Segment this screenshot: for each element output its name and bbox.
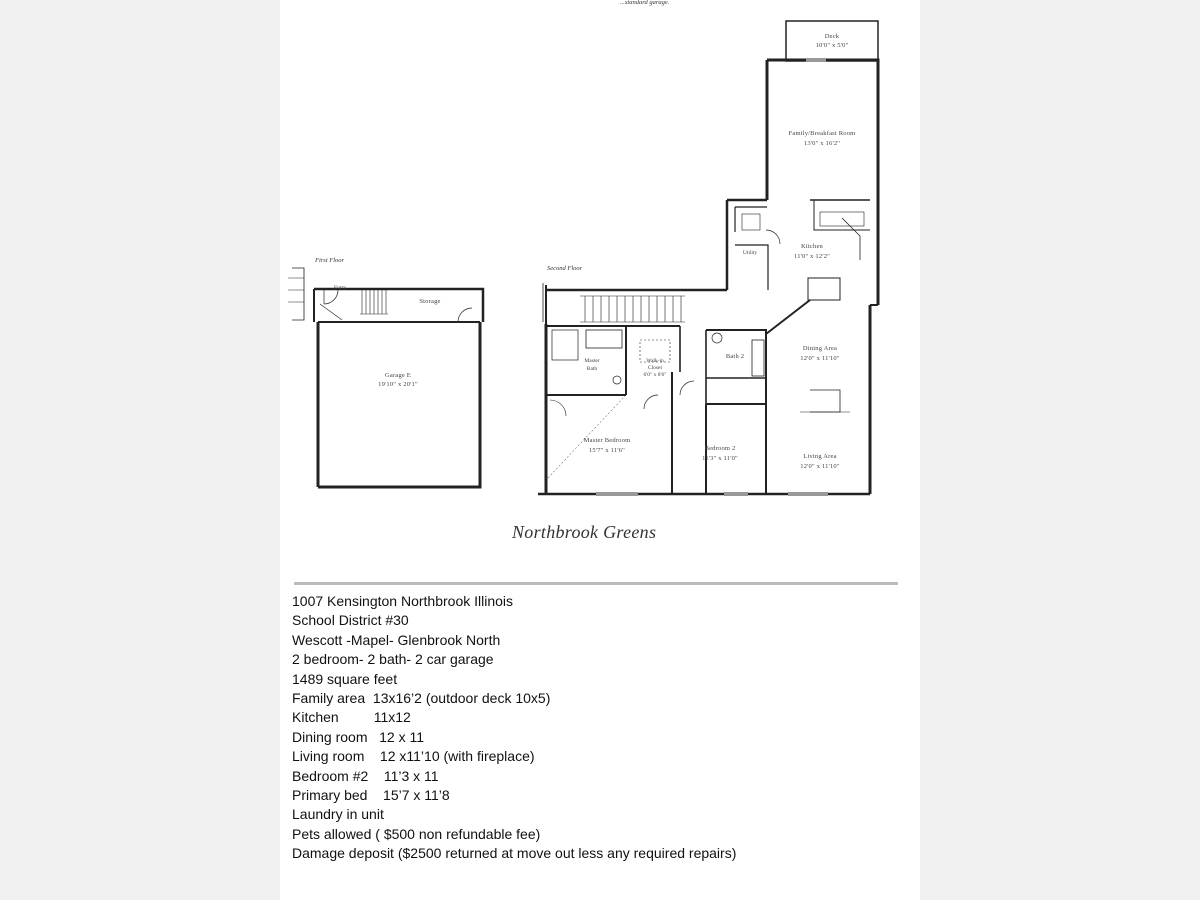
detail-line: Living room 12 x11’10 (with fireplace)	[292, 748, 535, 765]
detail-line: Primary bed 15’7 x 11’8	[292, 787, 450, 804]
closet-label-2: Closet	[647, 365, 663, 371]
detail-line: 2 bedroom- 2 bath- 2 car garage	[292, 651, 494, 668]
detail-line: Dining room 12 x 11	[292, 728, 425, 745]
listing-details	[292, 592, 736, 864]
detail-line: Family area 13x16’2 (outdoor deck 10x5)	[292, 690, 551, 707]
detail-line: 1489 square feet	[292, 670, 398, 687]
detail-line: 1007 Kensington Northbrook Illinois	[292, 593, 514, 609]
kitchen-dims: 11'0" x 12'2"	[793, 253, 831, 260]
deck-label: Deck	[824, 33, 840, 40]
closet-dims: 6'0" x 8'6"	[643, 372, 667, 378]
bedroom2-label: Bedroom 2	[704, 445, 736, 452]
entry-label: Entry	[333, 285, 347, 291]
utility-label: Utility	[742, 250, 758, 256]
detail-line: Kitchen 11x12	[292, 709, 411, 726]
listing-sheet	[280, 0, 920, 900]
family-label: Family/Breakfast Room	[788, 130, 856, 137]
brand-logo: Northbrook Greens	[512, 522, 657, 542]
master-bed-dims: 15'7" x 11'6"	[588, 447, 626, 454]
living-label: Living Area	[803, 453, 837, 460]
master-bath-label-2: Bath	[586, 366, 598, 372]
closet-label-1: Walk-in	[646, 358, 664, 364]
deck-dims: 10'0" x 5'0"	[815, 42, 849, 49]
bath2-label: Bath 2	[725, 353, 745, 360]
storage-label: Storage	[419, 298, 441, 305]
top-caption: ...standard garage.	[620, 0, 670, 6]
detail-line: Damage deposit ($2500 returned at move out less any required repairs)	[292, 845, 737, 862]
second-floor-label: Second Floor	[547, 265, 583, 272]
master-bath-label-1: Master	[584, 358, 600, 364]
detail-line: Laundry in unit	[292, 806, 384, 823]
living-dims: 12'0" x 11'10"	[800, 463, 840, 470]
first-floor-label: First Floor	[315, 257, 345, 264]
master-bed-label: Master Bedroom	[583, 437, 631, 444]
detail-line: School District #30	[292, 612, 409, 629]
divider	[294, 582, 898, 585]
garage-label: Garage E	[385, 372, 411, 379]
detail-line: Pets allowed ( $500 non refundable fee)	[292, 825, 541, 842]
dining-dims: 12'0" x 11'10"	[800, 355, 840, 362]
floor-plan	[280, 0, 920, 580]
kitchen-label: Kitchen	[801, 243, 823, 250]
garage-dims: 19'10" x 20'1"	[378, 381, 418, 388]
bedroom2-dims: 11'3" x 11'0"	[702, 455, 738, 462]
detail-line: Wescott -Mapel- Glenbrook North	[292, 631, 501, 648]
family-dims: 13'0" x 16'2"	[803, 140, 841, 147]
dining-label: Dining Area	[802, 345, 838, 352]
detail-line: Bedroom #2 11’3 x 11	[292, 767, 439, 784]
